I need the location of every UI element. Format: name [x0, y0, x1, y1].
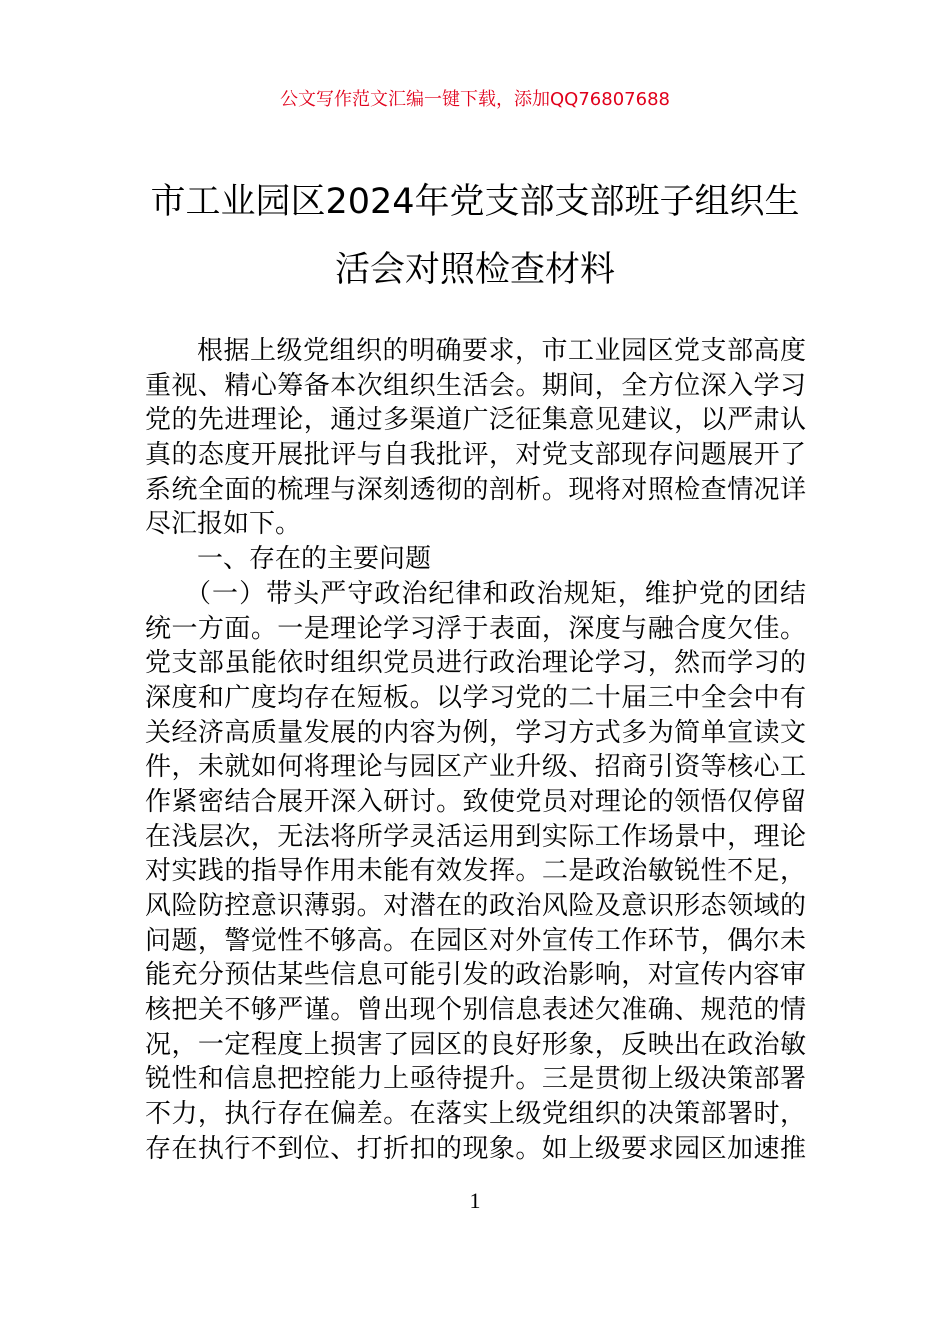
- paragraph-line: 党支部虽能依时组织党员进行政治理论学习，然而学习的: [145, 648, 806, 679]
- paragraph-line: 存在执行不到位、打折扣的现象。如上级要求园区加速推: [145, 1133, 806, 1164]
- document-title-line-2: 活会对照检查材料: [334, 250, 615, 290]
- paragraph-line: 风险防控意识薄弱。对潜在的政治风险及意识形态领域的: [145, 891, 806, 921]
- paragraph-line: 党的先进理论，通过多渠道广泛征集意见建议，以严肃认: [145, 405, 806, 436]
- paragraph-line: 统一方面。一是理论学习浮于表面，深度与融合度欠佳。: [145, 613, 806, 644]
- paragraph-line: 重视、精心筹备本次组织生活会。期间，全方位深入学习: [145, 370, 806, 401]
- paragraph-line: （一）带头严守政治纪律和政治规矩，维护党的团结: [185, 578, 806, 609]
- paragraph-line: 问题，警觉性不够高。在园区对外宣传工作环节，偶尔未: [145, 925, 806, 956]
- paragraph-line: 对实践的指导作用未能有效发挥。二是政治敏锐性不足，: [145, 856, 806, 887]
- paragraph-line: 况，一定程度上损害了园区的良好形象，反映出在政治敏: [145, 1029, 806, 1060]
- paragraph-line: 件，未就如何将理论与园区产业升级、招商引资等核心工: [145, 752, 806, 783]
- paragraph-line: 不力，执行存在偏差。在落实上级党组织的决策部署时，: [145, 1099, 806, 1130]
- document-body: [145, 334, 806, 1167]
- paragraph-line: 根据上级党组织的明确要求，市工业园区党支部高度: [197, 336, 806, 366]
- paragraph-line: 真的态度开展批评与自我批评，对党支部现存问题展开了: [145, 440, 806, 471]
- paragraph-line: 在浅层次，无法将所学灵活运用到实际工作场景中，理论: [145, 821, 806, 852]
- document-title-line-1: 市工业园区2024年党支部支部班子组织生: [150, 182, 800, 222]
- watermark-header: 公文写作范文汇编一键下载，添加QQ76807688: [280, 89, 670, 110]
- paragraph-line: 核把关不够严谨。曾出现个别信息表述欠准确、规范的情: [145, 995, 806, 1026]
- paragraph-line: 尽汇报如下。: [145, 509, 302, 540]
- paragraph-line: 系统全面的梳理与深刻透彻的剖析。现将对照检查情况详: [145, 474, 806, 505]
- paragraph-line: 深度和广度均存在短板。以学习党的二十届三中全会中有: [145, 682, 806, 713]
- page-number: 1: [469, 1188, 481, 1213]
- paragraph-line: 能充分预估某些信息可能引发的政治影响，对宣传内容审: [145, 960, 806, 991]
- paragraph-line: 锐性和信息把控能力上亟待提升。三是贯彻上级决策部署: [145, 1064, 806, 1095]
- paragraph-line: 关经济高质量发展的内容为例，学习方式多为简单宣读文: [145, 717, 806, 748]
- paragraph-line: 作紧密结合展开深入研讨。致使党员对理论的领悟仅停留: [145, 786, 806, 817]
- section-heading: 一、存在的主要问题: [197, 544, 432, 575]
